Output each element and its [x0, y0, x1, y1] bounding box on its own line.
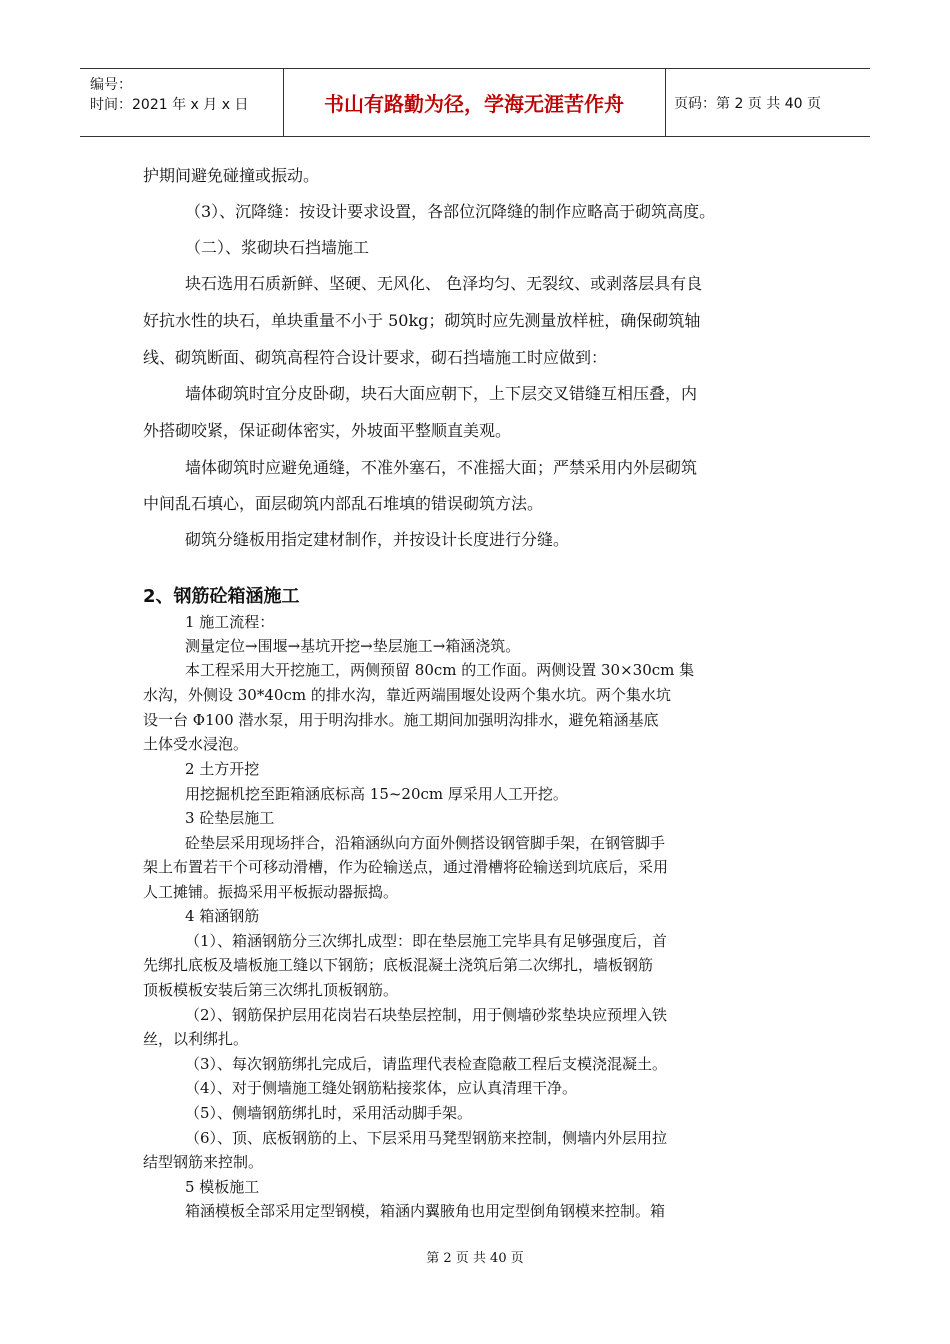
header-page-info: 页码：第 2 页 共 40 页 [674, 95, 821, 112]
body-line: 护期间避免碰撞或振动。 [143, 166, 320, 185]
body-line: 砼垫层采用现场拌合，沿箱涵纵向方面外侧搭设钢管脚手架，在钢管脚手 [185, 834, 666, 852]
body-line: 架上布置若干个可移动滑槽，作为砼输送点，通过滑槽将砼输送到坑底后，采用 [143, 858, 669, 876]
body-line: 箱涵模板全部采用定型钢模，箱涵内翼腋角也用定型倒角钢模来控制。箱 [185, 1202, 666, 1220]
body-line: 墙体砌筑时应避免通缝，不准外塞石，不准摇大面；严禁采用内外层砌筑 [185, 458, 698, 477]
header-divider [665, 69, 666, 136]
body-line: （3）、每次钢筋绑扎完成后，请监理代表检查隐蔽工程后支模浇混凝土。 [185, 1055, 668, 1073]
body-line: （4）、对于侧墙施工缝处钢筋粘接浆体，应认真清理干净。 [185, 1079, 578, 1097]
body-line: 本工程采用大开挖施工，两侧预留 80cm 的工作面。两侧设置 30×30cm 集 [185, 661, 695, 679]
body-line: （二）、浆砌块石挡墙施工 [185, 238, 370, 257]
page-footer: 第 2 页 共 40 页 [426, 1251, 524, 1266]
body-line: 水沟，外侧设 30*40cm 的排水沟，靠近两端围堰处设两个集水坑。两个集水坑 [143, 686, 671, 704]
body-line: （1）、箱涵钢筋分三次绑扎成型：即在垫层施工完毕具有足够强度后，首 [185, 932, 668, 950]
body-line: 外搭砌咬紧，保证砌体密实，外坡面平整顺直美观。 [143, 421, 512, 440]
body-line: 测量定位→围堰→基坑开挖→垫层施工→箱涵浇筑。 [185, 637, 521, 655]
body-line: 墙体砌筑时宜分皮卧砌，块石大面应朝下，上下层交叉错缝互相压叠，内 [185, 384, 698, 403]
subsection-heading: 1 施工流程： [185, 613, 275, 631]
section-heading: 2、钢筋砼箱涵施工 [143, 586, 300, 607]
body-line: （5）、侧墙钢筋绑扎时，采用活动脚手架。 [185, 1104, 473, 1122]
subsection-heading: 4 箱涵钢筋 [185, 907, 260, 925]
body-line: （6）、顶、底板钢筋的上、下层采用马凳型钢筋来控制，侧墙内外层用拉 [185, 1129, 668, 1147]
date-label: 时间：2021 年 x 月 x 日 [90, 97, 249, 113]
body-line: 顶板模板安装后第三次绑扎顶板钢筋。 [143, 981, 399, 999]
body-line: 先绑扎底板及墙板施工缝以下钢筋；底板混凝土浇筑后第二次绑扎，墙板钢筋 [143, 956, 654, 974]
body-line: 中间乱石填心，面层砌筑内部乱石堆填的错误砌筑方法。 [143, 494, 544, 513]
code-label: 编号： [90, 77, 132, 93]
body-line: 块石选用石质新鲜、坚硬、无风化、 色泽均匀、无裂纹、或剥落层具有良 [185, 274, 703, 293]
body-line: （2）、钢筋保护层用花岗岩石块垫层控制，用于侧墙砂浆垫块应预埋入铁 [185, 1006, 668, 1024]
body-line: 土体受水浸泡。 [143, 735, 249, 753]
page-header [80, 68, 870, 137]
header-motto: 书山有路勤为径，学海无涯苦作舟 [324, 92, 624, 116]
body-line: 砌筑分缝板用指定建材制作，并按设计长度进行分缝。 [185, 530, 570, 549]
body-line: 丝，以利绑扎。 [143, 1030, 249, 1048]
body-line: （3）、沉降缝：按设计要求设置，各部位沉降缝的制作应略高于砌筑高度。 [185, 202, 716, 221]
body-line: 结型钢筋来控制。 [143, 1153, 264, 1171]
body-line: 好抗水性的块石，单块重量不小于 50kg；砌筑时应先测量放样桩，确保砌筑轴 [143, 311, 701, 330]
subsection-heading: 2 土方开挖 [185, 760, 260, 778]
body-line: 线、砌筑断面、砌筑高程符合设计要求，砌石挡墙施工时应做到： [143, 348, 608, 367]
subsection-heading: 5 模板施工 [185, 1178, 260, 1196]
body-line: 人工摊铺。振捣采用平板振动器振捣。 [143, 883, 399, 901]
header-meta [90, 75, 248, 115]
body-line: 用挖掘机挖至距箱涵底标高 15~20cm 厚采用人工开挖。 [185, 785, 568, 803]
body-line: 设一台 Φ100 潜水泵，用于明沟排水。施工期间加强明沟排水，避免箱涵基底 [143, 711, 659, 729]
subsection-heading: 3 砼垫层施工 [185, 809, 275, 827]
